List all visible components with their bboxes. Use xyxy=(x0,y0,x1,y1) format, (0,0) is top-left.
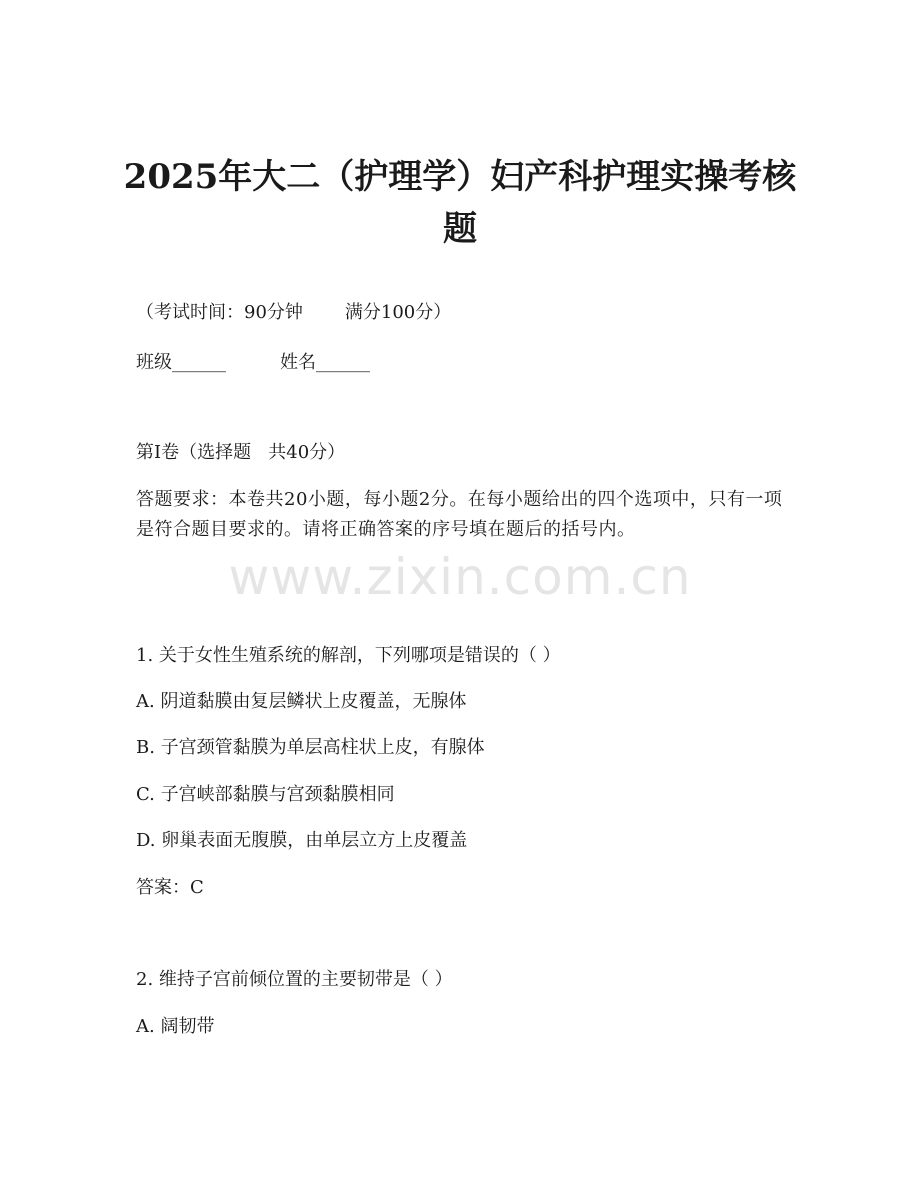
exam-full-score: 满分100分） xyxy=(344,302,452,323)
exam-info xyxy=(136,300,451,326)
question-1-stem: 1. 关于女性生殖系统的解剖，下列哪项是错误的（ ） xyxy=(136,645,561,666)
exam-time: （考试时间：90分钟 xyxy=(136,302,303,323)
section-heading: 第I卷（选择题 共40分） xyxy=(136,442,346,463)
name-field-label: 姓名______ xyxy=(280,352,370,373)
question-1-answer: 答案：C xyxy=(136,877,204,898)
question-2-option-a: A. 阔韧带 xyxy=(136,1016,215,1037)
question-1-option-a: A. 阴道黏膜由复层鳞状上皮覆盖，无腺体 xyxy=(136,691,467,712)
question-1-option-d: D. 卵巢表面无腹膜，由单层立方上皮覆盖 xyxy=(136,830,468,851)
watermark: www.zixin.com.cn xyxy=(228,548,692,606)
answer-requirements: 答题要求：本卷共20小题，每小题2分。在每小题给出的四个选项中，只有一项是符合题目要求的。请将正确答案的序号填在题后的括号内。 xyxy=(136,489,783,540)
student-info xyxy=(136,350,370,376)
class-field-label: 班级______ xyxy=(136,352,226,373)
question-1-option-b: B. 子宫颈管黏膜为单层高柱状上皮，有腺体 xyxy=(136,737,485,758)
question-2-stem: 2. 维持子宫前倾位置的主要韧带是（ ） xyxy=(136,969,453,990)
question-1-option-c: C. 子宫峡部黏膜与宫颈黏膜相同 xyxy=(136,784,395,805)
exam-title-line-1: 2025年大二（护理学）妇产科护理实操考核 xyxy=(123,157,797,197)
exam-title-line-2: 题 xyxy=(443,209,477,249)
